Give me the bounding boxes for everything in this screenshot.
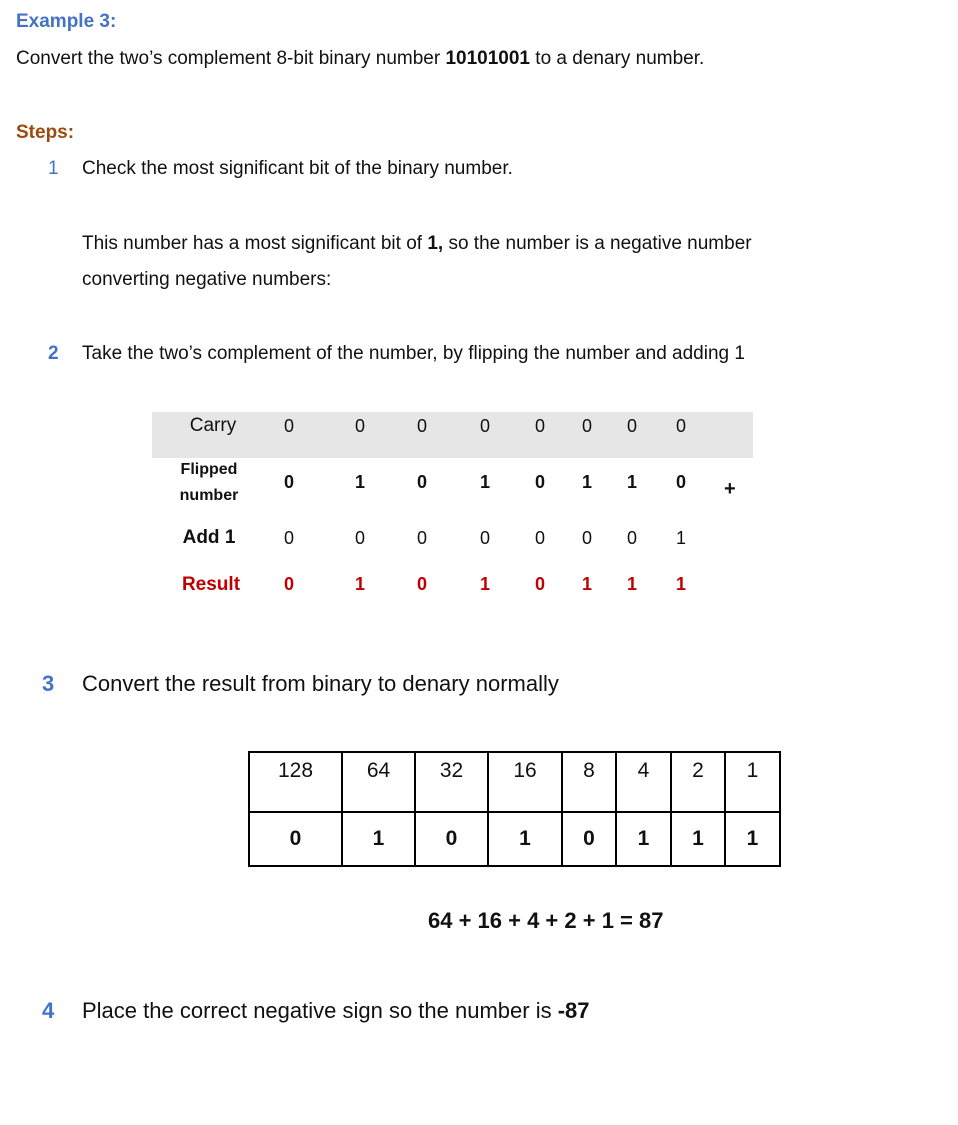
step-1-desc-bit: 1,: [427, 233, 444, 254]
add-one-label: Add 1: [182, 527, 236, 548]
add-one-digit: 0: [354, 528, 365, 548]
flipped-label: [164, 457, 254, 509]
flipped-digit: 1: [626, 472, 637, 492]
step-2-text: Take the two’s complement of the number, by flipping the number and adding 1: [82, 343, 745, 364]
step-1-desc-before: This number has a most significant bit of: [82, 233, 428, 254]
step-2-number: 2: [48, 343, 59, 364]
add-one-digit: 0: [416, 528, 427, 548]
place-value-header: 2: [671, 752, 725, 812]
place-value-bit: 0: [249, 812, 342, 866]
flipped-digit: 0: [675, 472, 686, 492]
carry-digit: 0: [354, 416, 365, 436]
step-3-text: Convert the result from binary to denary normally: [82, 671, 559, 696]
add-one-digit: 0: [283, 528, 294, 548]
place-value-bit: 1: [488, 812, 562, 866]
step-4-number: 4: [42, 998, 55, 1023]
intro-binary-number: 10101001: [445, 48, 531, 69]
add-one-digit: 0: [626, 528, 637, 548]
carry-digit: 0: [581, 416, 592, 436]
result-digit: 1: [626, 574, 637, 594]
flipped-digit: 1: [354, 472, 365, 492]
result-digit: 0: [534, 574, 545, 594]
carry-digit: 0: [534, 416, 545, 436]
place-value-bit: 1: [671, 812, 725, 866]
place-value-table: [248, 751, 781, 867]
step-3-number: 3: [42, 671, 55, 696]
step-4-text: [82, 998, 590, 1024]
carry-digit: 0: [283, 416, 294, 436]
carry-digit: 0: [416, 416, 427, 436]
flipped-label-line-2: number: [179, 487, 239, 504]
step-1-number: 1: [48, 158, 59, 179]
intro-before: Convert the two’s complement 8-bit binary number: [16, 48, 446, 69]
flipped-digit: 1: [479, 472, 490, 492]
add-one-digit: 0: [581, 528, 592, 548]
final-answer: -87: [557, 998, 590, 1023]
result-digit: 1: [581, 574, 592, 594]
intro-after: to a denary number.: [530, 48, 705, 69]
place-value-header: 8: [562, 752, 616, 812]
plus-sign: +: [724, 478, 736, 500]
place-value-header: 64: [342, 752, 415, 812]
place-value-bit: 0: [562, 812, 616, 866]
carry-digit: 0: [626, 416, 637, 436]
result-digit: 0: [283, 574, 294, 594]
place-value-bit: 0: [415, 812, 488, 866]
result-digit: 1: [354, 574, 365, 594]
place-value-header: 1: [725, 752, 780, 812]
sum-equation: 64 + 16 + 4 + 2 + 1 = 87: [428, 908, 664, 933]
step-1-description-line-1: [82, 233, 752, 255]
place-value-bit: 1: [342, 812, 415, 866]
carry-label: Carry: [189, 415, 237, 436]
add-one-digit: 0: [534, 528, 545, 548]
place-value-bit: 1: [616, 812, 671, 866]
flipped-digit: 0: [416, 472, 427, 492]
result-digit: 1: [675, 574, 686, 594]
place-value-header: 16: [488, 752, 562, 812]
carry-digit: 0: [675, 416, 686, 436]
step-1-desc-after: so the number is a negative number: [443, 233, 752, 254]
example-title: Example 3:: [16, 11, 117, 32]
flipped-label-line-1: Flipped: [180, 461, 238, 478]
steps-title: Steps:: [16, 122, 75, 143]
add-one-digit: 1: [675, 528, 686, 548]
carry-digit: 0: [479, 416, 490, 436]
intro-text: [16, 48, 704, 70]
place-value-header-row: [249, 752, 780, 812]
place-value-bit-row: [249, 812, 780, 866]
place-value-header: 32: [415, 752, 488, 812]
step-1-description-line-2: converting negative numbers:: [82, 269, 332, 290]
add-one-digit: 0: [479, 528, 490, 548]
result-label: Result: [181, 574, 241, 595]
step-4-sentence: Place the correct negative sign so the number is: [82, 998, 558, 1023]
flipped-digit: 0: [283, 472, 294, 492]
result-digit: 1: [479, 574, 490, 594]
place-value-header: 128: [249, 752, 342, 812]
flipped-digit: 0: [534, 472, 545, 492]
step-1-text: Check the most significant bit of the binary number.: [82, 158, 513, 179]
result-digit: 0: [416, 574, 427, 594]
place-value-header: 4: [616, 752, 671, 812]
flipped-digit: 1: [581, 472, 592, 492]
place-value-bit: 1: [725, 812, 780, 866]
